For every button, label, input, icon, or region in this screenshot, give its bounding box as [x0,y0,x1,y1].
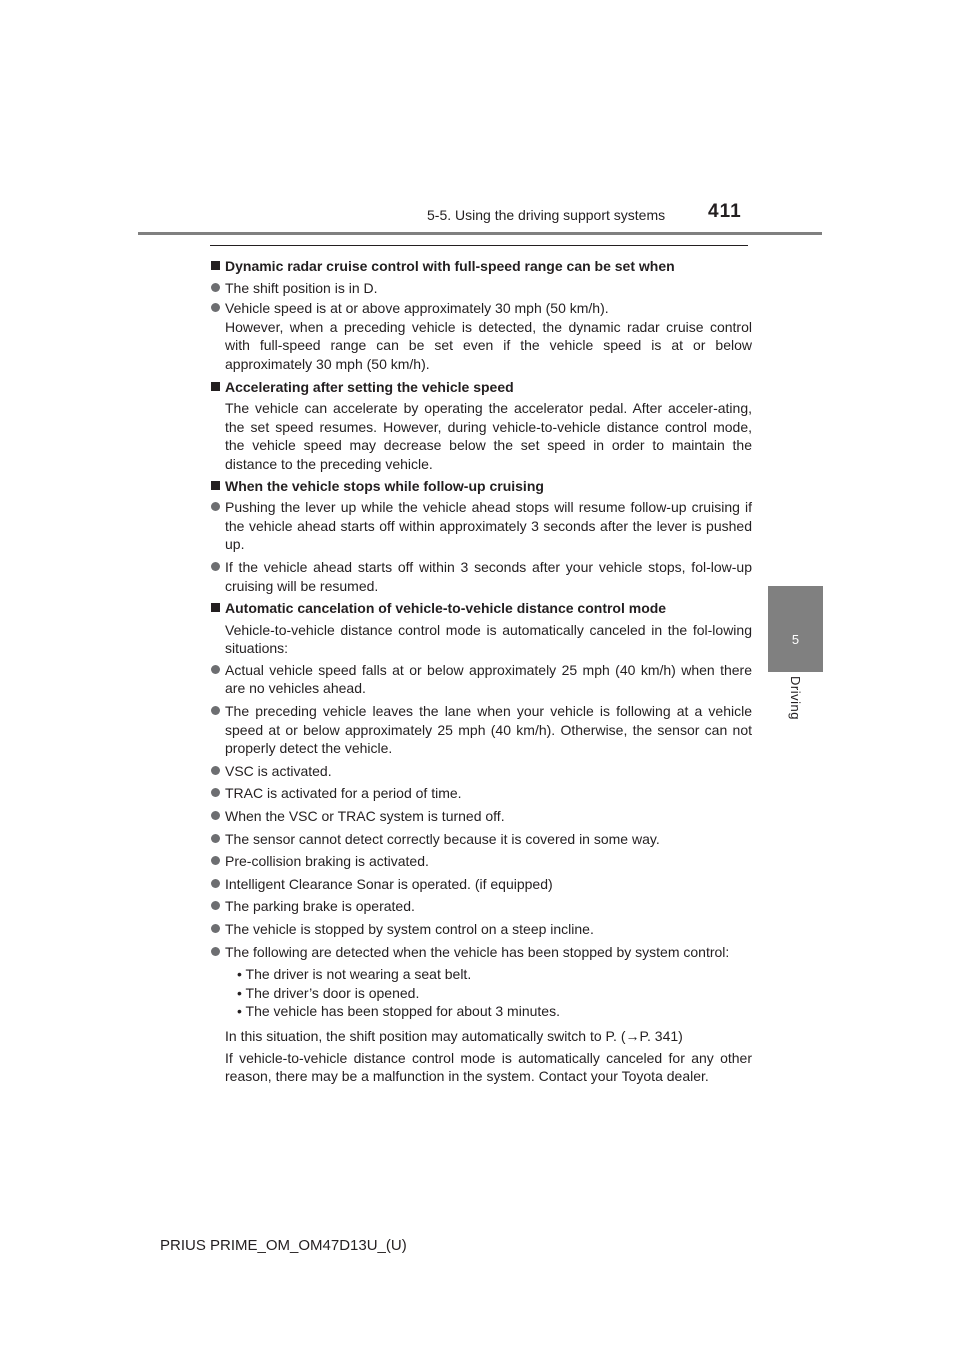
sub-list [210,965,752,1021]
list-item-text: The preceding vehicle leaves the lane when your vehicle is following at a vehicle speed at or below approximately 25 mph (40 km/h). Otherwise, the sensor can not properly detect the vehicle. [225,703,752,757]
sub-list-item: • The driver is not wearing a seat belt. [237,966,472,983]
list-item-text: The shift position is in D. [225,279,378,296]
sub-list-item: • The vehicle has been stopped for about 3 minutes. [237,1003,560,1020]
list-item [210,498,752,554]
heading-text: Dynamic radar cruise control with full-speed range can be set when [225,258,675,274]
list-item-text: Pushing the lever up while the vehicle ahead stops will resume follow-up cruising if the vehicle ahead starts off within approximately 3 seconds after the lever is pushed up. [225,499,752,553]
list-item-text: VSC is activated. [225,762,332,779]
square-bullet-icon [211,261,220,270]
list-item [210,807,752,826]
chapter-tab [768,586,823,672]
header-rule [138,232,822,235]
list-item-text: Vehicle speed is at or above approximately 30 mph (50 km/h). [225,300,609,317]
heading-text: When the vehicle stops while follow-up cruising [225,477,544,494]
circle-bullet-icon [211,811,220,820]
paragraph: The vehicle can accelerate by operating the accelerator pedal. After acceler-ating, the set speed resumes. However, during vehicle-to-vehicle distance control mode, the vehicle speed may decrease below the set speed in order to maintain the distance to the preceding vehicle. [225,400,752,472]
list-item [210,702,752,758]
circle-bullet-icon [211,502,220,511]
list-item [210,830,752,849]
circle-bullet-icon [211,706,220,715]
square-bullet-icon [211,603,220,612]
paragraph: Vehicle-to-vehicle distance control mode is automatically canceled in the fol-lowing situations: [225,621,752,657]
note-text: In this situation, the shift position may automatically switch to P. (→P. 341) [225,1027,683,1044]
section-heading [210,257,752,276]
list-item-text: Actual vehicle speed falls at or below approximately 25 mph (40 km/h) when there are no vehicles ahead. [225,661,752,697]
list-item [210,897,752,916]
list-item-text: The parking brake is operated. [225,898,415,915]
list-item [210,920,752,939]
list-item [210,852,752,871]
list-item-text: The vehicle is stopped by system control on a steep incline. [225,921,594,937]
chapter-label: Driving [788,676,803,720]
heading-text: Accelerating after setting the vehicle speed [225,378,514,395]
page-content [210,257,752,1089]
circle-bullet-icon [211,947,220,956]
page-number: 411 [708,201,742,222]
list-item [210,558,752,595]
section-heading [210,378,752,397]
heading-text: Automatic cancelation of vehicle-to-vehicle distance control mode [225,600,667,617]
square-bullet-icon [211,382,220,391]
list-item-text: TRAC is activated for a period of time. [225,785,462,802]
circle-bullet-icon [211,303,220,312]
list-item-text: The sensor cannot detect correctly because it is covered in some way. [225,830,660,847]
circle-bullet-icon [211,924,220,933]
header-section-title: 5-5. Using the driving support systems [427,207,666,223]
list-item-text: When the VSC or TRAC system is turned off. [225,808,505,825]
circle-bullet-icon [211,879,220,888]
list-item-text: Intelligent Clearance Sonar is operated. (if equipped) [225,875,553,892]
section-divider [210,245,748,246]
circle-bullet-icon [211,901,220,910]
circle-bullet-icon [211,856,220,865]
section-heading [210,599,752,618]
list-item [210,943,752,962]
circle-bullet-icon [211,766,220,775]
chapter-number: 5 [791,632,800,647]
list-item [210,299,752,373]
paragraph: If vehicle-to-vehicle distance control mode is automatically canceled for any other reason, there may be a malfunction in the system. Contact your Toyota dealer. [225,1049,752,1085]
circle-bullet-icon [211,562,220,571]
document-code: PRIUS PRIME_OM_OM47D13U_(U) [160,1237,407,1254]
list-item [210,784,752,803]
list-item [210,762,752,781]
circle-bullet-icon [211,834,220,843]
square-bullet-icon [211,481,220,490]
list-item-text: The following are detected when the vehicle has been stopped by system control: [225,943,730,960]
list-item [210,279,752,298]
list-item-text: Pre-collision braking is activated. [225,853,429,870]
list-item-continuation: However, when a preceding vehicle is detected, the dynamic radar cruise control with full-speed range can be set even if the vehicle speed is at or below approximately 30 mph (50 km/h). [225,318,752,372]
sub-list-item: • The driver’s door is opened. [237,984,420,1001]
list-item-text: If the vehicle ahead starts off within 3 seconds after your vehicle stops, fol-low-up cruising will be resumed. [225,558,752,594]
list-item [210,661,752,698]
circle-bullet-icon [211,665,220,674]
section-heading [210,477,752,496]
list-item [210,875,752,894]
circle-bullet-icon [211,788,220,797]
circle-bullet-icon [211,283,220,292]
